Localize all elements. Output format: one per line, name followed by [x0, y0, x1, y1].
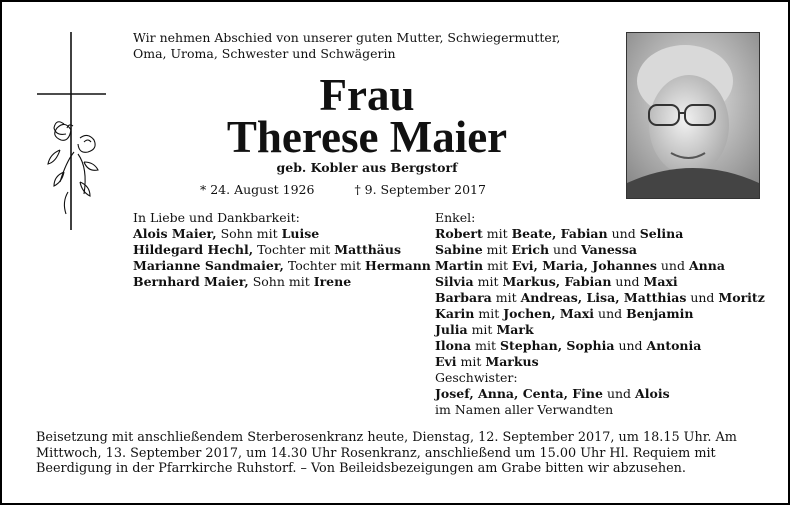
grandchild-row: Silvia mit Markus, Fabian und Maxi [435, 274, 678, 289]
grandchildren-heading: Enkel: [435, 210, 476, 225]
mourner-row: Marianne Sandmaier, Tochter mit Hermann [133, 258, 431, 273]
intro-line-1: Wir nehmen Abschied von unserer guten Mutter, Schwiegermutter, [133, 30, 561, 45]
intro-line-2: Oma, Uroma, Schwester und Schwägerin [133, 46, 396, 61]
mourners-left-column [133, 210, 431, 290]
mourners-right-column [435, 210, 765, 418]
portrait-photo [626, 32, 760, 199]
grandchild-row: Ilona mit Stephan, Sophia und Antonia [435, 338, 702, 353]
mourner-row: Hildegard Hechl, Tochter mit Matthäus [133, 242, 402, 257]
death-date: † 9. September 2017 [354, 182, 486, 197]
name-prefix: Frau [319, 70, 415, 120]
deceased-name: Therese Maier [226, 112, 508, 162]
grandchild-row: Barbara mit Andreas, Lisa, Matthias und Moritz [435, 290, 765, 305]
birth-name: geb. Kobler aus Bergstorf [276, 160, 458, 175]
grandchild-row: Sabine mit Erich und Vanessa [435, 242, 637, 257]
funeral-details: Beisetzung mit anschließendem Sterberosenkranz heute, Dienstag, 12. September 2017, um 18.15 Uhr. Am Mittwoch, 13. September 2017, um 14.30 Uhr Rosenkranz, anschließend um 15.00 Uhr Hl. Requiem mit Beerdigung in der Pfarrkirche Ruhstorf. – Von Beileidsbezeigungen am Grabe bitten wir abzusehen. [36, 430, 737, 476]
mourner-row: Alois Maier, Sohn mit Luise [133, 226, 320, 241]
grandchild-row: Karin mit Jochen, Maxi und Benjamin [435, 306, 694, 321]
cross-with-roses-icon [34, 32, 114, 232]
siblings-heading: Geschwister: [435, 370, 518, 385]
closing-line: im Namen aller Verwandten [435, 402, 614, 417]
grandchild-row: Robert mit Beate, Fabian und Selina [435, 226, 684, 241]
grandchild-row: Martin mit Evi, Maria, Johannes und Anna [435, 258, 725, 273]
life-dates [200, 182, 486, 198]
intro-text [133, 30, 603, 62]
portrait-image [627, 33, 759, 198]
grandchild-row: Evi mit Markus [435, 354, 539, 369]
mourners-left-heading: In Liebe und Dankbarkeit: [133, 210, 300, 225]
birth-date: * 24. August 1926 [200, 182, 315, 197]
mourner-row: Bernhard Maier, Sohn mit Irene [133, 274, 352, 289]
siblings-row: Josef, Anna, Centa, Fine und Alois [435, 386, 670, 401]
grandchild-row: Julia mit Mark [435, 322, 534, 337]
